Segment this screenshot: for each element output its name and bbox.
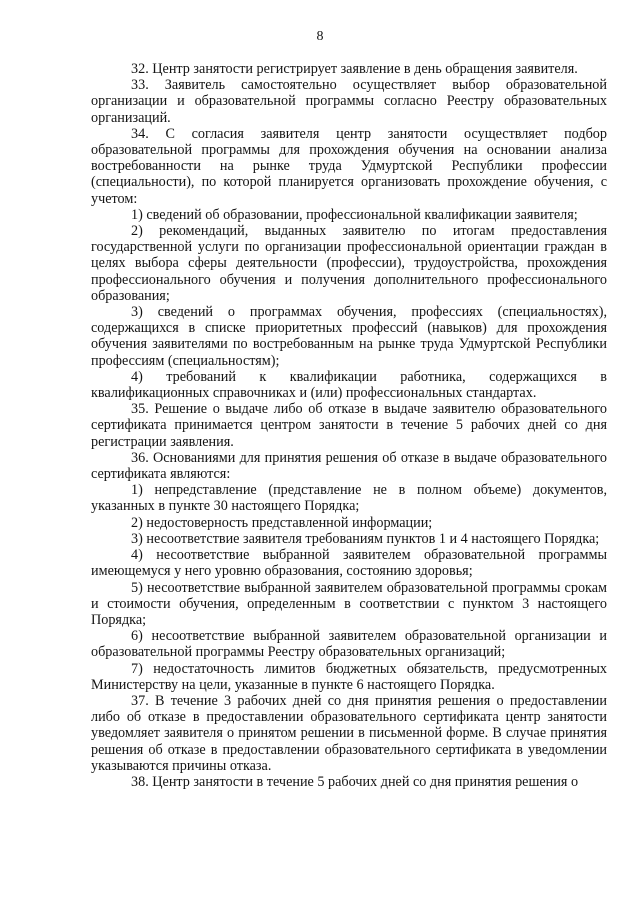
paragraph-34: 34. С согласия заявителя центр занятости осуществляет подбор образовательной программы для прохождения обучения на основании анализа востребованности на рынке труда Удмуртской Республики профессии (специальности), по которой планируется организовать прохождение обучения, с учетом: (91, 125, 607, 207)
list-item-34-4: 4) требований к квалификации работника, содержащихся в квалификационных справочниках и (или) профессиональных стандартах. (91, 368, 607, 402)
document-body (91, 61, 607, 790)
paragraph-32: 32. Центр занятости регистрирует заявление в день обращения заявителя. (131, 61, 578, 77)
list-item-36-4: 4) несоответствие выбранной заявителем образовательной программы имеющемуся у него уровню образования, состоянию здоровья; (91, 547, 607, 580)
paragraph-35: 35. Решение о выдаче либо об отказе в выдаче заявителю образовательного сертификата принимается центром занятости в течение 5 рабочих дней со дня регистрации заявления. (91, 401, 607, 450)
paragraph-36: 36. Основаниями для принятия решения об отказе в выдаче образовательного сертификата являются: (91, 449, 607, 483)
list-item-36-5: 5) несоответствие выбранной заявителем образовательной программы срокам и стоимости обучения, определенным в соответствии с пунктом 3 настоящего Порядка; (91, 579, 607, 628)
list-item-34-2: 2) рекомендаций, выданных заявителю по итогам предоставления государственной услуги по организации профессиональной ориентации граждан в целях выбора сферы деятельности (профессии), трудоустройства, прохождения профессионального обучения и получения дополнительного профессионального образования; (91, 223, 607, 304)
page-number: 8 (316, 29, 324, 44)
paragraph-33: 33. Заявитель самостоятельно осуществляет выбор образовательной организации и образовательной программы согласно Реестру образовательных организаций. (91, 77, 607, 126)
list-item-36-7: 7) недостаточность лимитов бюджетных обязательств, предусмотренных Министерству на цели, указанные в пункте 6 настоящего Порядка. (91, 660, 607, 693)
list-item-34-3: 3) сведений о программах обучения, профессиях (специальностях), содержащихся в списке приоритетных профессий (навыков) для прохождения обучения заявителями по востребованным на рынке труда Удмуртской Республики профессиям (специальностям); (91, 304, 607, 369)
list-item-36-1: 1) непредставление (представление не в полном объеме) документов, указанных в пункте 30 настоящего Порядка; (91, 482, 607, 515)
list-item-36-3: 3) несоответствие заявителя требованиям пунктов 1 и 4 настоящего Порядка; (131, 530, 600, 547)
list-item-34-1: 1) сведений об образовании, профессиональной квалификации заявителя; (131, 206, 578, 223)
list-item-36-6: 6) несоответствие выбранной заявителем образовательной организации и образовательной программы Реестру образовательных организаций; (91, 628, 607, 661)
paragraph-37: 37. В течение 3 рабочих дней со дня принятия решения о предоставлении либо об отказе в предоставлении образовательного сертификата центр занятости уведомляет заявителя о принятом решении в письменной форме. В случае принятия решения об отказе в предоставлении образовательного сертификата в уведомлении указываются причины отказа. (91, 692, 607, 774)
paragraph-38: 38. Центр занятости в течение 5 рабочих дней со дня принятия решения о (131, 773, 579, 790)
list-item-36-2: 2) недостоверность представленной информации; (131, 514, 433, 531)
